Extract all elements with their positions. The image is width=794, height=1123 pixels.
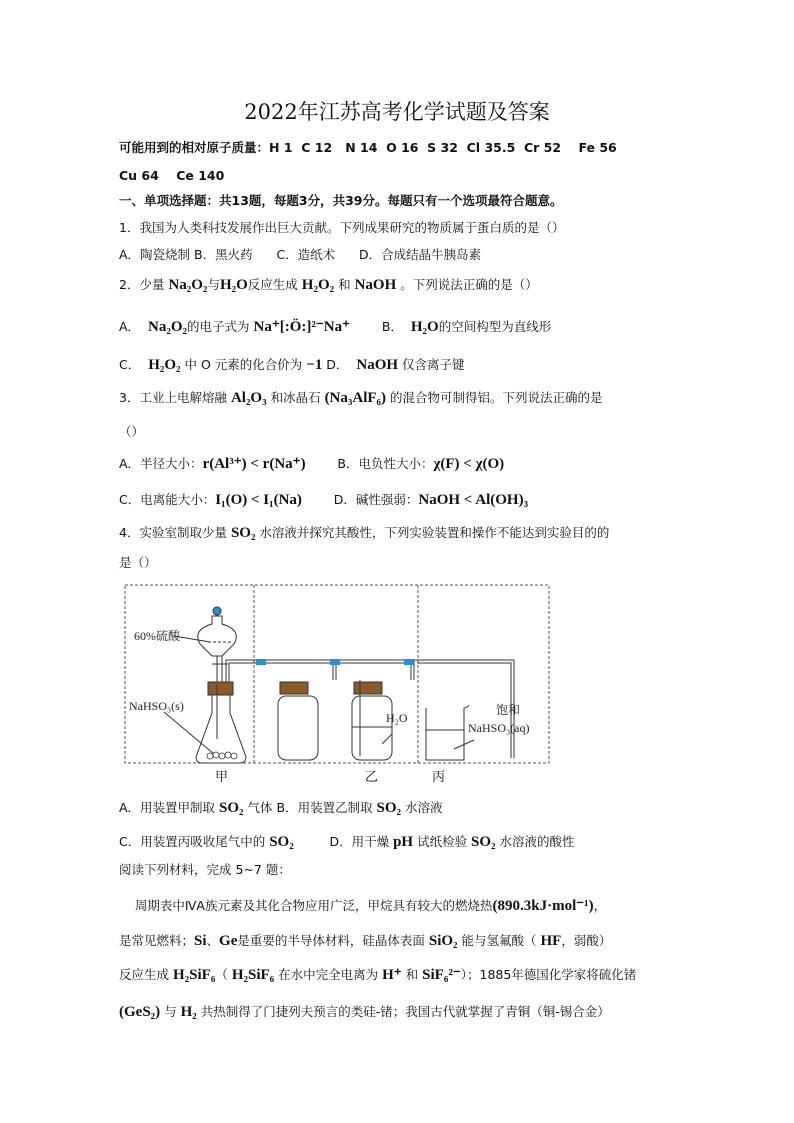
text-segment: （） [119, 424, 145, 439]
chemical-formula: (Na₃AlF₆) [324, 390, 387, 406]
atomic-masses [119, 138, 617, 158]
chemical-formula: r(Al³⁺) < r(Na⁺) [202, 456, 306, 472]
text-segment: 的混合物可制得铝。下列说法正确的是 [386, 390, 603, 405]
question-4 [119, 523, 609, 543]
section-heading [119, 191, 563, 211]
question-1-options [119, 245, 481, 265]
text-segment: A． [119, 319, 148, 334]
chemical-formula: H⁺ [382, 967, 402, 983]
chemical-formula: H₂O [410, 319, 439, 335]
question-4-options-cd [119, 832, 575, 852]
text-segment: 试纸检验 [413, 834, 472, 849]
text-segment: C．用装置丙吸收尾气中的 [119, 834, 270, 849]
chemical-formula: H₂O₂ [148, 357, 181, 373]
chemical-formula: NaOH < Al(OH)₃ [418, 492, 529, 508]
passage-line-2 [119, 931, 611, 951]
text-segment: 和冰晶石 [266, 390, 325, 405]
text-segment: 是常见燃料； [119, 933, 195, 948]
text-segment: 1．我国为人类科技发展作出巨大贡献。下列成果研究的物质属于蛋白质的是（） [119, 220, 565, 235]
passage-line-4 [119, 1002, 610, 1022]
chemical-formula: H₂O [219, 277, 248, 293]
chemical-formula: HF [540, 933, 562, 949]
text-segment: 水溶液并探究其酸性，下列实验装置和操作不能达到实验目的的 [255, 525, 610, 540]
chemical-formula: (GeS₂) [119, 1004, 161, 1020]
chemical-formula: H₂SiF₆ [172, 967, 216, 983]
chemical-formula: −1 [306, 357, 323, 373]
text-segment: C．电离能大小： [119, 492, 216, 507]
question-3 [119, 388, 603, 408]
chemical-formula: H₂SiF₆ [231, 967, 275, 983]
text-segment: 和 [334, 277, 355, 292]
text-segment: 是重要的半导体材料，硅晶体表面 [237, 933, 429, 948]
chemical-formula: NaOH [356, 357, 399, 373]
question-1 [119, 218, 564, 238]
atomic-masses-cont [119, 166, 224, 186]
text-segment: Cu 64 Ce 140 [119, 168, 225, 183]
chemical-formula: NaOH [354, 277, 397, 293]
text-segment: 3．工业上电解熔融 [119, 390, 231, 405]
text-segment: D． [322, 357, 357, 372]
text-segment: 与 [207, 277, 220, 292]
chemical-formula: I₁(O) < I₁(Na) [215, 492, 302, 508]
panel-label-c: 丙 [432, 770, 446, 785]
panel-label-a: 甲 [215, 770, 229, 785]
text-segment: 周期表中ⅣA族元素及其化合物应用广泛，甲烷具有较大的燃烧热 [119, 898, 493, 913]
passage-line-3 [119, 965, 636, 985]
text-segment: 。下列说法正确的是（） [396, 277, 538, 292]
chemical-formula: Na⁺[:Ö:]²⁻Na⁺ [253, 319, 351, 335]
text-segment: A．半径大小： [119, 456, 203, 471]
chemical-formula: Si [194, 933, 207, 949]
aq-label: NaHSO₃(aq) [468, 721, 530, 735]
text-segment: （ [215, 967, 232, 982]
passage-line-1 [119, 896, 606, 916]
chemical-formula: Al₂O₃ [230, 390, 267, 406]
text-segment: 、 [206, 933, 220, 948]
question-2-options-ab [119, 317, 551, 337]
text-segment: A．用装置甲制取 [119, 800, 220, 815]
question-4-cont [119, 553, 157, 573]
text-segment: 在水中完全电离为 [274, 967, 383, 982]
water-label: H₂O [386, 711, 408, 725]
text-segment: ）；1885年德国化学家将硫化锗 [460, 967, 637, 982]
reading-instruction [119, 860, 291, 880]
text-segment: 中 O 元素的化合价为 [180, 357, 307, 372]
text-segment: 和 [401, 967, 423, 982]
text-segment: 能与氢氟酸（ [457, 933, 541, 948]
text-segment: 水溶液的酸性 [495, 834, 575, 849]
saturated-label: 饱和 [496, 703, 521, 717]
chemical-formula: SO₂ [230, 525, 256, 541]
panel-label-b: 乙 [365, 770, 379, 785]
text-segment: 水溶液 [401, 800, 443, 815]
text-segment: ，弱酸） [561, 933, 612, 948]
text-segment: C． [119, 357, 149, 372]
chemical-formula: pH [393, 834, 414, 850]
text-segment: A．陶瓷烧制 B．黑火药 C．造纸术 D．合成结晶牛胰岛素 [119, 247, 482, 262]
chemical-formula: SO₂ [376, 800, 402, 816]
question-2 [119, 275, 538, 295]
question-3-options-ab [119, 454, 504, 474]
text-segment: 仅含离子键 [398, 357, 465, 372]
chemical-formula: Ge [219, 933, 238, 949]
stopper-icon [213, 607, 221, 615]
chemical-formula: (890.3kJ·mol⁻¹) [492, 898, 594, 914]
text-segment: 共热制得了门捷列夫预言的类硅-锗；我国古代就掌握了青铜（铜-锡合金） [196, 1004, 610, 1019]
text-segment: D．碱性强弱： [301, 492, 419, 507]
chemical-formula: H₂O₂ [301, 277, 335, 293]
apparatus-figure [124, 584, 550, 766]
text-segment: 反应生成 [247, 277, 302, 292]
page-title: 2022年江苏高考化学试题及答案 [244, 100, 550, 124]
chemical-formula: χ(F) < χ(O) [433, 456, 505, 472]
text-segment: 的电子式为 [187, 319, 254, 334]
question-3-options-cd [119, 490, 528, 510]
chemical-formula: SO₂ [471, 834, 496, 850]
chemical-formula: SO₂ [269, 834, 294, 850]
question-3-cont [119, 422, 144, 442]
text-segment: 与 [160, 1004, 181, 1019]
text-segment: ， [593, 898, 607, 913]
text-segment: 可能用到的相对原子质量：H 1 C 12 N 14 O 16 S 32 Cl 35.5 Cr 52 Fe 56 [119, 140, 617, 155]
text-segment: B． [350, 319, 411, 334]
text-segment: 一、单项选择题：共13题，每题3分，共39分。每题只有一个选项最符合题意。 [119, 193, 563, 208]
chemical-formula: H₂ [180, 1004, 197, 1020]
question-4-options-ab [119, 798, 443, 818]
solid-label: NaHSO₃(s) [129, 699, 184, 713]
text-segment: 2．少量 [119, 277, 169, 292]
text-segment: 是（） [119, 555, 157, 570]
chemical-formula: Na₂O₂ [148, 319, 187, 335]
chemical-formula: Na₂O₂ [168, 277, 208, 293]
text-segment: 气体 B．用装置乙制取 [243, 800, 377, 815]
text-segment: 4．实验室制取少量 [119, 525, 231, 540]
acid-label: 60%硫酸 [134, 629, 180, 643]
text-segment: 反应生成 [119, 967, 173, 982]
text-segment: B．电负性大小： [305, 456, 434, 471]
text-segment: D．用干燥 [293, 834, 394, 849]
chemical-formula: SiF₆²⁻ [422, 967, 461, 983]
chemical-formula: SiO₂ [428, 933, 458, 949]
chemical-formula: SO₂ [219, 800, 244, 816]
text-segment: 阅读下列材料，完成 5~7 题： [119, 862, 291, 877]
text-segment: 的空间构型为直线形 [438, 319, 552, 334]
question-2-options-cd [119, 355, 465, 375]
